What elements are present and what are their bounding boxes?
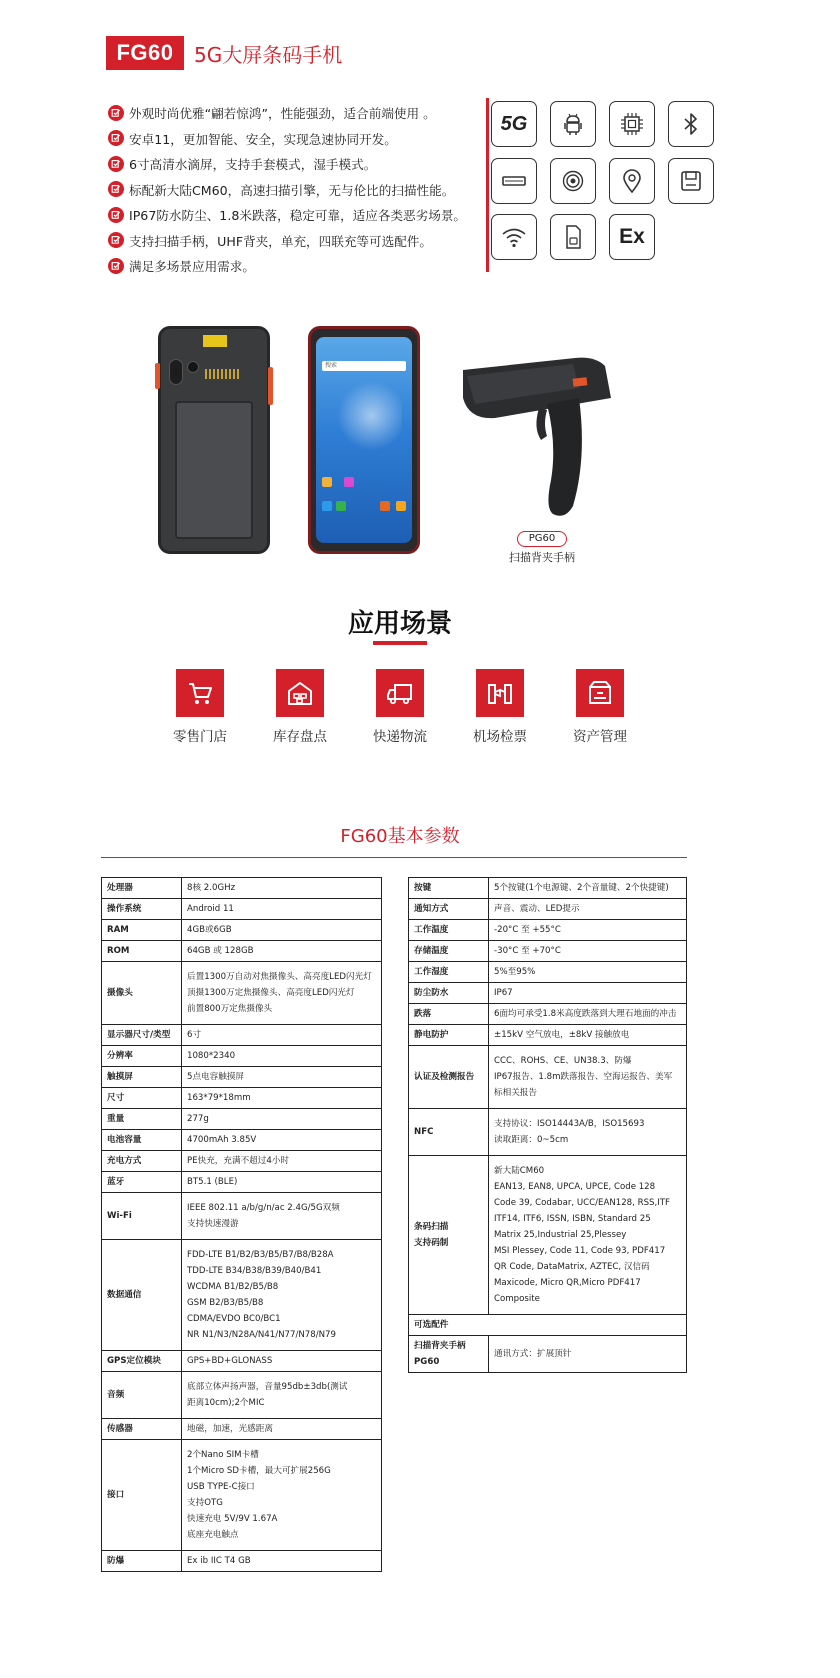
- spec-value-line: CCC、ROHS、CE、UN38.3、防爆: [494, 1056, 632, 1066]
- spec-row: [102, 1351, 382, 1372]
- spec-value-line: 64GB 或 128GB: [187, 946, 254, 956]
- spec-value: [489, 941, 687, 962]
- spec-row: [102, 962, 382, 1025]
- spec-value-line: 距离10cm);2个MIC: [187, 1398, 265, 1408]
- feature-item: 6寸高清水滴屏，支持手套模式，湿手模式。: [108, 151, 488, 177]
- spec-key: 电池容量: [102, 1130, 182, 1151]
- spec-row: [409, 878, 687, 899]
- spec-value-line: 163*79*18mm: [187, 1093, 251, 1103]
- spec-value-line: TDD-LTE B34/B38/B39/B40/B41: [187, 1266, 322, 1276]
- spec-row: [102, 1172, 382, 1193]
- spec-value-line: 标相关报告: [494, 1088, 537, 1098]
- spec-key: 分辨率: [102, 1046, 182, 1067]
- phone-front-image: 搜索: [308, 326, 420, 554]
- spec-value-line: 顶摄1300万定焦摄像头、高亮度LED闪光灯: [187, 988, 355, 998]
- spec-row: [102, 1130, 382, 1151]
- spec-key: 跌落: [409, 1004, 489, 1025]
- spec-row: [102, 1551, 382, 1572]
- spec-value: [182, 1240, 382, 1351]
- check-icon: [108, 232, 124, 248]
- spec-value-line: 支持快速漫游: [187, 1219, 239, 1229]
- spec-value-line: 2个Nano SIM卡槽: [187, 1450, 259, 1460]
- spec-value-line: 通讯方式：扩展顶针: [494, 1349, 572, 1359]
- accessory-tag: PG60: [517, 531, 567, 547]
- spec-row: [409, 1156, 687, 1315]
- spec-key: 显示器尺寸/类型: [102, 1025, 182, 1046]
- spec-key: 摄像头: [102, 962, 182, 1025]
- spec-key: 音频: [102, 1372, 182, 1419]
- spec-key: 通知方式: [409, 899, 489, 920]
- spec-key: 操作系统: [102, 899, 182, 920]
- spec-key: Wi-Fi: [102, 1193, 182, 1240]
- scenario-retail: 零售门店: [150, 669, 250, 745]
- spec-value-line: Ex ib IIC T4 GB: [187, 1556, 251, 1566]
- sim-card-icon: [550, 214, 596, 260]
- spec-value-line: USB TYPE-C接口: [187, 1482, 255, 1492]
- wifi-icon: [491, 214, 537, 260]
- feature-item: 满足多场景应用需求。: [108, 253, 488, 279]
- spec-value-line: MSI Plessey, Code 11, Code 93, PDF417: [494, 1246, 666, 1256]
- spec-row: [102, 1151, 382, 1172]
- spec-key: 可选配件: [409, 1315, 687, 1336]
- spec-key: 条码扫描 支持码制: [409, 1156, 489, 1315]
- scenarios-title: 应用场景: [347, 609, 452, 639]
- spec-value: [182, 878, 382, 899]
- spec-value-line: NR N1/N3/N28A/N41/N77/N78/N79: [187, 1330, 336, 1340]
- spec-key: 防爆: [102, 1551, 182, 1572]
- spec-row: [409, 962, 687, 983]
- spec-value: [182, 1067, 382, 1088]
- spec-value: [489, 1156, 687, 1315]
- spec-key: 数据通信: [102, 1240, 182, 1351]
- spec-key: 扫描背夹手柄 PG60: [409, 1336, 489, 1373]
- spec-value: [182, 899, 382, 920]
- spec-value: [489, 983, 687, 1004]
- scenario-airport: 机场检票: [450, 669, 550, 745]
- spec-value-line: EAN13, EAN8, UPCA, UPCE, Code 128: [494, 1182, 656, 1192]
- spec-value-line: ITF14, ITF6, ISSN, ISBN, Standard 25: [494, 1214, 651, 1224]
- spec-value-line: 底座充电触点: [187, 1530, 239, 1540]
- feature-item: IP67防水防尘、1.8米跌落，稳定可靠，适应各类恶劣场景。: [108, 202, 488, 228]
- spec-row: [409, 941, 687, 962]
- spec-value: [489, 1046, 687, 1109]
- spec-value-line: 支持OTG: [187, 1498, 223, 1508]
- spec-value-line: Android 11: [187, 904, 234, 914]
- spec-value-line: 声音、震动、LED提示: [494, 904, 580, 914]
- spec-row: [102, 1025, 382, 1046]
- scenario-inventory: 库存盘点: [250, 669, 350, 745]
- spec-value-line: CDMA/EVDO BC0/BC1: [187, 1314, 281, 1324]
- spec-table-left: [101, 877, 382, 1572]
- spec-value-line: 4GB或6GB: [187, 925, 232, 935]
- spec-value: [489, 920, 687, 941]
- model-badge: FG60: [106, 36, 184, 70]
- spec-value-line: Composite: [494, 1294, 540, 1304]
- feature-item: 外观时尚优雅“翩若惊鸿”，性能强劲，适合前端使用 。: [108, 100, 488, 126]
- scanner-icon: [491, 158, 537, 204]
- spec-row: [102, 1419, 382, 1440]
- spec-value: [182, 1193, 382, 1240]
- delivery-truck-icon: [376, 669, 424, 717]
- spec-value-line: 新大陆CM60: [494, 1166, 545, 1176]
- spec-key: RAM: [102, 920, 182, 941]
- spec-value-line: BT5.1 (BLE): [187, 1177, 238, 1187]
- spec-value-line: WCDMA B1/B2/B5/B8: [187, 1282, 279, 1292]
- spec-value: [182, 941, 382, 962]
- bluetooth-icon: [668, 101, 714, 147]
- spec-value: [182, 1109, 382, 1130]
- spec-key: 尺寸: [102, 1088, 182, 1109]
- spec-value: [182, 1025, 382, 1046]
- android-icon: [550, 101, 596, 147]
- spec-row: [102, 941, 382, 962]
- spec-key: 防尘防水: [409, 983, 489, 1004]
- params-title: FG60基本参数: [340, 826, 460, 847]
- spec-row: [409, 1336, 687, 1373]
- 5g-icon: 5G: [491, 101, 537, 147]
- spec-value-line: ±15kV 空气放电，±8kV 接触放电: [494, 1030, 630, 1040]
- spec-key: NFC: [409, 1109, 489, 1156]
- spec-value-line: PE快充，充满不超过4小时: [187, 1156, 290, 1166]
- check-icon: [108, 181, 124, 197]
- spec-value: [489, 1109, 687, 1156]
- spec-value-line: GPS+BD+GLONASS: [187, 1356, 273, 1366]
- scenario-logistics: 快递物流: [350, 669, 450, 745]
- spec-key: 存储温度: [409, 941, 489, 962]
- spec-table-right: [408, 877, 687, 1373]
- spec-row: [102, 1109, 382, 1130]
- scenario-asset: 资产管理: [550, 669, 650, 745]
- asset-box-icon: [576, 669, 624, 717]
- product-header: [106, 36, 342, 70]
- spec-value-line: 8核 2.0GHz: [187, 883, 236, 893]
- spec-value-line: Code 39, Codabar, UCC/EAN128, RSS,ITF: [494, 1198, 670, 1208]
- spec-value-line: 5个按键(1个电源键、2个音量键、2个快捷键): [494, 883, 669, 893]
- spec-row: [409, 1046, 687, 1109]
- spec-value-line: IP67: [494, 988, 513, 998]
- spec-value-line: IEEE 802.11 a/b/g/n/ac 2.4G/5G双频: [187, 1203, 340, 1213]
- spec-row: [409, 983, 687, 1004]
- spec-value: [182, 1551, 382, 1572]
- explosion-proof-icon: Ex: [609, 214, 655, 260]
- spec-value-line: 后置1300万自动对焦摄像头、高亮度LED闪光灯: [187, 972, 372, 982]
- spec-row: [102, 1240, 382, 1351]
- spec-value-line: IP67报告、1.8m跌落报告、空海运报告、美军: [494, 1072, 673, 1082]
- spec-value: [489, 1004, 687, 1025]
- spec-value-line: QR Code, DataMatrix, AZTEC, 汉信码: [494, 1262, 650, 1272]
- spec-value: [182, 1372, 382, 1419]
- warehouse-icon: [276, 669, 324, 717]
- spec-row: [102, 1046, 382, 1067]
- spec-value: [182, 1151, 382, 1172]
- spec-value: [182, 1088, 382, 1109]
- spec-key: GPS定位模块: [102, 1351, 182, 1372]
- spec-value-line: 4700mAh 3.85V: [187, 1135, 257, 1145]
- spec-row: [409, 1109, 687, 1156]
- spec-key: 工作温度: [409, 920, 489, 941]
- check-icon: [108, 105, 124, 121]
- feature-item: 标配新大陆CM60，高速扫描引擎，无与伦比的扫描性能。: [108, 177, 488, 203]
- feature-list: [108, 100, 488, 279]
- spec-row: [409, 920, 687, 941]
- spec-value-line: 读取距离：0~5cm: [494, 1135, 569, 1145]
- spec-value-line: 支持协议：ISO14443A/B，ISO15693: [494, 1119, 645, 1129]
- spec-value-line: 快速充电 5V/9V 1.67A: [187, 1514, 278, 1524]
- spec-key: 处理器: [102, 878, 182, 899]
- spec-key: 静电防护: [409, 1025, 489, 1046]
- spec-value-line: 6面均可承受1.8米高度跌落到大理石地面的冲击: [494, 1009, 677, 1019]
- spec-value: [182, 1046, 382, 1067]
- divider-bar: [486, 98, 489, 272]
- spec-key: 蓝牙: [102, 1172, 182, 1193]
- spec-value: [489, 962, 687, 983]
- spec-row: [102, 899, 382, 920]
- spec-key: 接口: [102, 1440, 182, 1551]
- spec-value: [182, 920, 382, 941]
- spec-value-line: -20°C 至 +55°C: [494, 925, 561, 935]
- spec-key: 重量: [102, 1109, 182, 1130]
- spec-value-line: -30°C 至 +70°C: [494, 946, 561, 956]
- location-icon: [609, 158, 655, 204]
- spec-key: 充电方式: [102, 1151, 182, 1172]
- feature-item: 安卓11，更加智能、安全，实现急速协同开发。: [108, 126, 488, 152]
- phone-back-image: [158, 326, 270, 554]
- feature-item: 支持扫描手柄，UHF背夹，单充，四联充等可选配件。: [108, 228, 488, 254]
- spec-key: ROM: [102, 941, 182, 962]
- spec-value-line: FDD-LTE B1/B2/B3/B5/B7/B8/B28A: [187, 1250, 334, 1260]
- spec-key: 按键: [409, 878, 489, 899]
- check-icon: [108, 130, 124, 146]
- spec-row: [409, 1004, 687, 1025]
- spec-key: 认证及检测报告: [409, 1046, 489, 1109]
- spec-value: [489, 1025, 687, 1046]
- spec-value-line: 277g: [187, 1114, 209, 1124]
- check-icon: [108, 258, 124, 274]
- spec-value: [489, 1336, 687, 1373]
- spec-row: [409, 1315, 687, 1336]
- spec-row: [102, 920, 382, 941]
- spec-value: [182, 1130, 382, 1151]
- spec-value-line: 5%至95%: [494, 967, 536, 977]
- spec-value: [182, 1440, 382, 1551]
- spec-value-line: 5点电容触摸屏: [187, 1072, 245, 1082]
- spec-row: [409, 899, 687, 920]
- spec-value: [182, 1419, 382, 1440]
- spec-value-line: 地磁，加速，光感距离: [187, 1424, 273, 1434]
- spec-value: [489, 878, 687, 899]
- spec-row: [102, 1067, 382, 1088]
- spec-key: 工作湿度: [409, 962, 489, 983]
- spec-value: [182, 1172, 382, 1193]
- spec-value-line: Maxicode, Micro QR,Micro PDF417: [494, 1278, 641, 1288]
- spec-value-line: GSM B2/B3/B5/B8: [187, 1298, 264, 1308]
- spec-value: [182, 1351, 382, 1372]
- check-icon: [108, 156, 124, 172]
- accessory-name: 扫描背夹手柄: [509, 551, 575, 564]
- scanner-handle-image: [455, 348, 635, 528]
- spec-row: [102, 1440, 382, 1551]
- nfc-icon: [550, 158, 596, 204]
- storage-icon: [668, 158, 714, 204]
- chip-icon: [609, 101, 655, 147]
- spec-row: [102, 1088, 382, 1109]
- spec-value-line: 1个Micro SD卡槽，最大可扩展256G: [187, 1466, 331, 1476]
- spec-value-line: 底部立体声扬声器，音量95db±3db(测试: [187, 1382, 348, 1392]
- params-divider: [101, 857, 687, 858]
- spec-value-line: 1080*2340: [187, 1051, 236, 1061]
- product-subtitle: 5G大屏条码手机: [194, 42, 343, 67]
- ticket-gate-icon: [476, 669, 524, 717]
- spec-key: 触摸屏: [102, 1067, 182, 1088]
- check-icon: [108, 207, 124, 223]
- title-underline: [373, 641, 427, 645]
- spec-row: [102, 1372, 382, 1419]
- spec-value: [182, 962, 382, 1025]
- spec-row: [409, 1025, 687, 1046]
- spec-row: [102, 878, 382, 899]
- shopping-cart-icon: [176, 669, 224, 717]
- spec-value-line: Matrix 25,Industrial 25,Plessey: [494, 1230, 627, 1240]
- spec-key: 传感器: [102, 1419, 182, 1440]
- spec-value-line: 6寸: [187, 1030, 202, 1040]
- spec-row: [102, 1193, 382, 1240]
- spec-value-line: 前置800万定焦摄像头: [187, 1004, 273, 1014]
- spec-value: [489, 899, 687, 920]
